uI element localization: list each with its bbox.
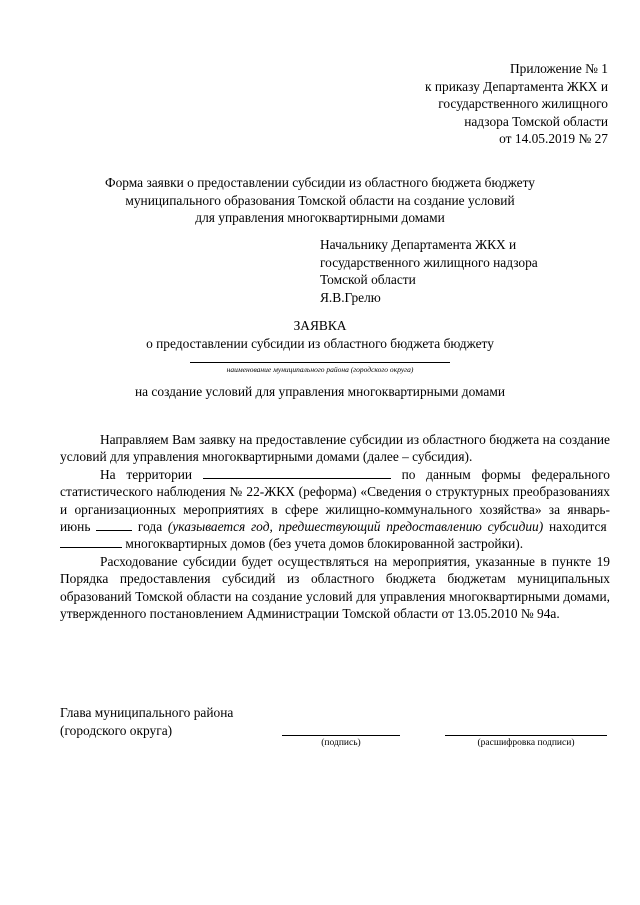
application-title: ЗАЯВКА [293,318,347,333]
head-title [60,704,233,739]
p2-note: (указывается год, предшествующий предоставлению субсидии) [167,519,544,535]
p2-text-a: На территории [100,466,193,482]
appendix-line: к приказу Департамента ЖКХ и [424,78,608,94]
application-condition: на создание условий для управления многоквартирными домами [134,384,506,399]
body-paragraph-1: Направляем Вам заявку на предоставление субсидии из областного бюджета на создание условий для управления многоквартирными домами (далее – субсидия). [60,432,610,465]
appendix-line: государственного жилищного [438,96,608,112]
body-paragraph-3: Расходование субсидии будет осуществляться на мероприятия, указанные в пункте 19 Порядка предоставления субсидий из областного бюджета бюджетам муниципальных образований Томской области на создание условий для управления многоквартирными домами, утвержденного постановлением Администрации Томской области от 13.05.2010 № 94а. [60,553,610,622]
territory-blank [203,467,391,479]
addressee-line: Томской области [320,272,416,288]
addressee-block [320,236,538,306]
signature-blank-line [282,723,400,736]
signature-field [282,723,400,748]
form-title-line: Форма заявки о предоставлении субсидии из областного бюджета бюджету [105,175,535,190]
appendix-line: Приложение № 1 [509,61,608,76]
body-paragraph-2 [60,466,610,553]
p2-text-c: года [137,519,163,535]
municipality-caption: наименование муниципального района (городского округа) [226,365,414,374]
year-blank [96,519,132,531]
application-body [60,431,610,622]
appendix-block [425,60,608,148]
houses-count-blank [60,536,122,548]
application-subtitle: о предоставлении субсидии из областного бюджета бюджету [146,335,494,351]
signature-decode-caption: (расшифровка подписи) [477,738,575,748]
signature-decode-field [445,723,607,748]
application-heading [0,317,640,352]
municipality-field [190,350,450,374]
form-title-line: для управления многоквартирными домами [195,210,445,226]
head-title-line: Глава муниципального района [60,705,234,720]
addressee-line: государственного жилищного надзора [320,254,538,270]
form-title [60,174,580,227]
signature-caption: (подпись) [321,738,361,748]
head-title-line: (городского округа) [60,722,173,738]
addressee-name: Я.В.Грелю [320,289,381,305]
signature-decode-blank-line [445,723,607,736]
form-title-line: муниципального образования Томской области на создание условий [125,192,515,208]
municipality-blank-line [190,350,450,363]
p2-text-b: по данным формы федерального статистического наблюдения № 22-ЖКХ (реформа) «Сведения о структурных преобразованиях и организационных мероприятиях в сфере жилищно-коммунального хозяйства» за январь-июнь [60,466,610,535]
addressee-line: Начальнику Департамента ЖКХ и [320,237,517,252]
appendix-line: надзора Томской области [464,113,608,129]
p2-text-e: находится [548,519,607,535]
appendix-line: от 14.05.2019 № 27 [499,131,608,147]
p2-text-f: многоквартирных домов (без учета домов блокированной застройки). [125,536,524,552]
